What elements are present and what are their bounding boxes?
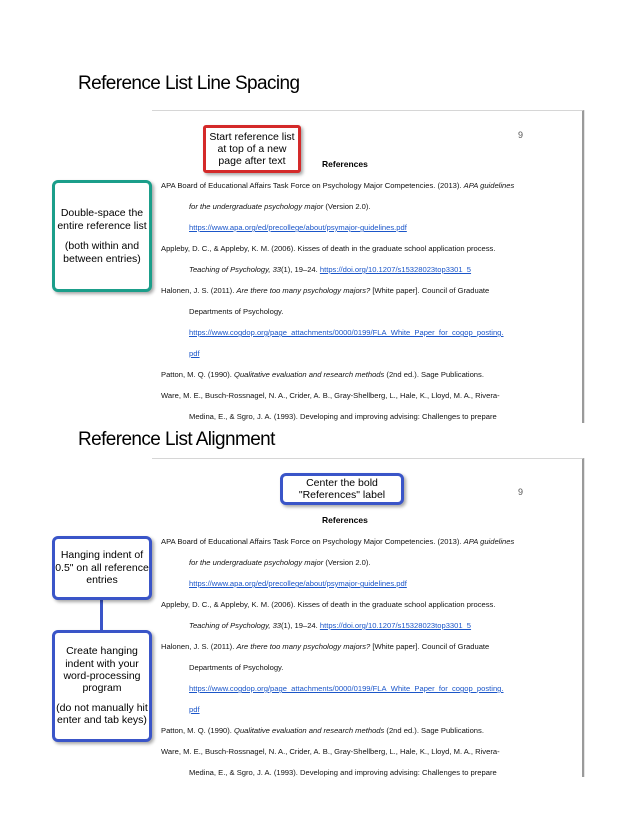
reference-line: APA Board of Educational Affairs Task Force on Psychology Major Competencies. (2013). APA guidelines (161, 181, 515, 190)
reference-line: Patton, M. Q. (1990). Qualitative evaluation and research methods (2nd ed.). Sage Publications. (161, 726, 484, 735)
callout-connector (100, 600, 103, 630)
callout-hanging-indent: Hanging indent of 0.5" on all reference entries (52, 536, 152, 600)
callout-start-reference-list: Start reference list at top of a new page after text (203, 125, 301, 173)
reference-line: Appleby, D. C., & Appleby, K. M. (2006). Kisses of death in the graduate school application process. (161, 244, 496, 253)
reference-line: Departments of Psychology. (189, 663, 284, 672)
reference-line: Ware, M. E., Busch-Rossnagel, N. A., Crider, A. B., Gray-Shellberg, L., Hale, K., Lloyd, M. A., Rivera- (161, 391, 500, 400)
reference-link[interactable]: https://doi.org/10.1207/s15328023top3301_5 (319, 621, 472, 630)
page-number: 9 (518, 130, 524, 140)
page-number: 9 (518, 487, 524, 497)
reference-line: Patton, M. Q. (1990). Qualitative evaluation and research methods (2nd ed.). Sage Publications. (161, 370, 484, 379)
reference-link[interactable]: https://www.apa.org/ed/precollege/about/psymajor-guidelines.pdf (189, 223, 407, 232)
reference-line: Ware, M. E., Busch-Rossnagel, N. A., Crider, A. B., Gray-Shellberg, L., Hale, K., Lloyd, M. A., Rivera- (161, 747, 500, 756)
reference-line: APA Board of Educational Affairs Task Force on Psychology Major Competencies. (2013). APA guidelines (161, 537, 515, 546)
reference-line: Teaching of Psychology, 33(1), 19–24. https://doi.org/10.1207/s15328023top3301_5 (189, 265, 472, 274)
reference-line: Halonen, J. S. (2011). Are there too many psychology majors? [White paper]. Council of Graduate (161, 286, 490, 295)
reference-link[interactable]: https://doi.org/10.1207/s15328023top3301_5 (319, 265, 472, 274)
reference-link[interactable]: pdf (189, 705, 200, 714)
reference-link[interactable]: https://www.apa.org/ed/precollege/about/psymajor-guidelines.pdf (189, 579, 407, 588)
reference-line: for the undergraduate psychology major (Version 2.0). (189, 558, 371, 567)
reference-line: Medina, E., & Sgro, J. A. (1993). Developing and improving advising: Challenges to prepare (189, 768, 497, 777)
reference-line: Appleby, D. C., & Appleby, K. M. (2006). Kisses of death in the graduate school application process. (161, 600, 496, 609)
callout-center-references: Center the bold "References" label (280, 473, 404, 505)
section-title-alignment: Reference List Alignment (78, 429, 275, 450)
references-heading: References (322, 515, 368, 525)
reference-line: Halonen, J. S. (2011). Are there too many psychology majors? [White paper]. Council of Graduate (161, 642, 490, 651)
references-heading: References (322, 159, 368, 169)
section-title-line-spacing: Reference List Line Spacing (78, 73, 300, 94)
reference-line: Teaching of Psychology, 33(1), 19–24. https://doi.org/10.1207/s15328023top3301_5 (189, 621, 472, 630)
reference-link[interactable]: https://www.cogdop.org/page_attachments/0000/0199/FLA_White_Paper_for_cogop_posting. (189, 684, 504, 693)
reference-line: Departments of Psychology. (189, 307, 284, 316)
callout-double-space: Double-space the entire reference list (both within and between entries) (52, 180, 152, 292)
callout-create-hanging-indent: Create hanging indent with your word-processing program (do not manually hit enter and tab keys) (52, 630, 152, 742)
reference-line: for the undergraduate psychology major (Version 2.0). (189, 202, 371, 211)
document-page-alignment (152, 458, 584, 777)
reference-link[interactable]: https://www.cogdop.org/page_attachments/0000/0199/FLA_White_Paper_for_cogop_posting. (189, 328, 504, 337)
reference-link[interactable]: pdf (189, 349, 200, 358)
reference-line: Medina, E., & Sgro, J. A. (1993). Developing and improving advising: Challenges to prepare (189, 412, 497, 421)
